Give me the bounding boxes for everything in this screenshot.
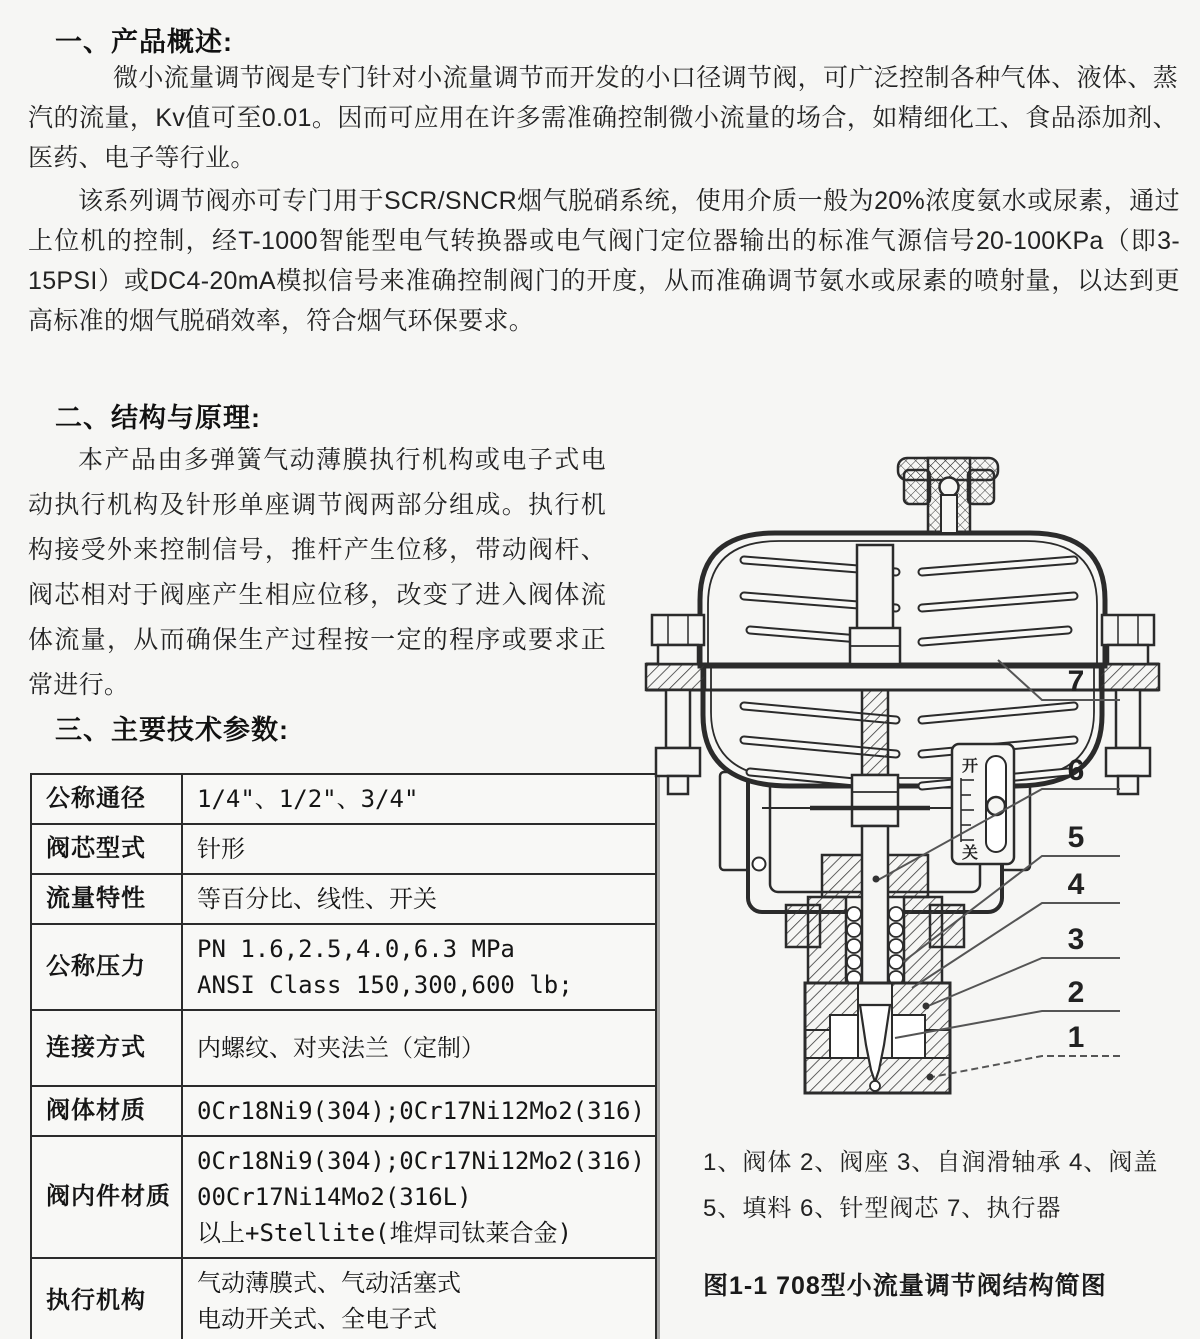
figure-caption: 图1-1 708型小流量调节阀结构简图 (703, 1272, 1107, 1300)
section1-paragraph2: 该系列调节阀亦可专门用于SCR/SNCR烟气脱硝系统，使用介质一般为20%浓度氨水或尿素，通过上位机的控制，经T-1000智能型电气转换器或电气阀门定位器输出的标准气源信号20-100KPa（即3-15PSI）或DC4-20mA模拟信号来准确控制阀门的开度，从而准确调节氨水或尿素的喷射量，以达到更高标准的烟气脱硝效率，符合烟气环保要求。 (28, 187, 1180, 335)
section2-heading: 二、结构与原理: (55, 403, 261, 433)
spec-value: 0Cr18Ni9(304);0Cr17Ni12Mo2(316) (197, 1097, 645, 1125)
spec-label: 阀内件材质 (31, 1136, 182, 1258)
spec-label: 阀芯型式 (31, 824, 182, 874)
spec-table (30, 773, 657, 1339)
indicator-open-label: 开 (961, 758, 979, 775)
callout-7: 7 (1067, 665, 1085, 698)
section1-paragraph1: 微小流量调节阀是专门针对小流量调节而开发的小口径调节阀，可广泛控制各种气体、液体、蒸汽的流量，Kv值可至0.01。因而可应用在许多需准确控制微小流量的场合，如精细化工、食品添加剂、医药、电子等行业。 (28, 64, 1178, 172)
table-row (31, 874, 656, 924)
spec-label: 执行机构 (31, 1258, 182, 1339)
spec-label: 流量特性 (31, 874, 182, 924)
inlet-bore (830, 1015, 858, 1058)
indicator-close-label: 关 (961, 845, 979, 862)
spec-value: 以上+Stellite(堆焊司钛莱合金) (197, 1219, 572, 1247)
callout-6: 6 (1067, 754, 1085, 787)
table-row (31, 824, 656, 874)
callout-2: 2 (1067, 976, 1085, 1009)
actuator-dome (700, 533, 1105, 786)
table-row (31, 774, 656, 824)
table-row (31, 1258, 656, 1339)
spec-label: 阀体材质 (31, 1086, 182, 1136)
spec-label: 公称压力 (31, 924, 182, 1010)
hand-knob (898, 458, 998, 533)
table-row (31, 1086, 656, 1136)
callout-4: 4 (1067, 868, 1085, 901)
valve-structure-diagram (630, 430, 1200, 1140)
table-row (31, 1136, 656, 1258)
spec-value: 00Cr17Ni14Mo2(316L) (197, 1183, 472, 1211)
spec-value: 内螺纹、对夹法兰（定制） (197, 1034, 485, 1062)
legend-line-1: 1、阀体 2、阀座 3、自润滑轴承 4、阀盖 (703, 1149, 1159, 1176)
section2-paragraph1: 本产品由多弹簧气动薄膜执行机构或电子式电动执行机构及针形单座调节阀两部分组成。执行机构接受外来控制信号，推杆产生位移，带动阀杆、阀芯相对于阀座产生相应位移，改变了进入阀体流体流量，从而确保生产过程按一定的程序或要求正常进行。 (28, 446, 606, 699)
callout-3: 3 (1067, 923, 1085, 956)
legend-line-2: 5、填料 6、针型阀芯 7、执行器 (703, 1195, 1062, 1222)
spec-value: 电动开关式、全电子式 (197, 1305, 437, 1333)
callout-1: 1 (1067, 1021, 1085, 1054)
spec-value: PN 1.6,2.5,4.0,6.3 MPa (197, 935, 515, 963)
callout-5: 5 (1067, 821, 1085, 854)
spec-value: 等百分比、线性、开关 (197, 885, 437, 913)
spec-value: 1/4"、1/2"、3/4" (197, 785, 419, 813)
section1-heading: 一、产品概述: (55, 27, 233, 57)
figure-legend (703, 1140, 1183, 1232)
spec-label: 公称通径 (31, 774, 182, 824)
spec-value: 针形 (197, 835, 245, 863)
table-row (31, 924, 656, 1010)
spec-value: 0Cr18Ni9(304);0Cr17Ni12Mo2(316) (197, 1147, 645, 1175)
indicator-pointer (987, 797, 1005, 815)
travel-indicator (952, 744, 1014, 864)
section3-heading: 三、主要技术参数: (55, 715, 289, 745)
spec-label: 连接方式 (31, 1010, 182, 1086)
spec-value: ANSI Class 150,300,600 lb; (197, 971, 573, 999)
spec-value: 气动薄膜式、气动活塞式 (197, 1269, 461, 1297)
table-row (31, 1010, 656, 1086)
